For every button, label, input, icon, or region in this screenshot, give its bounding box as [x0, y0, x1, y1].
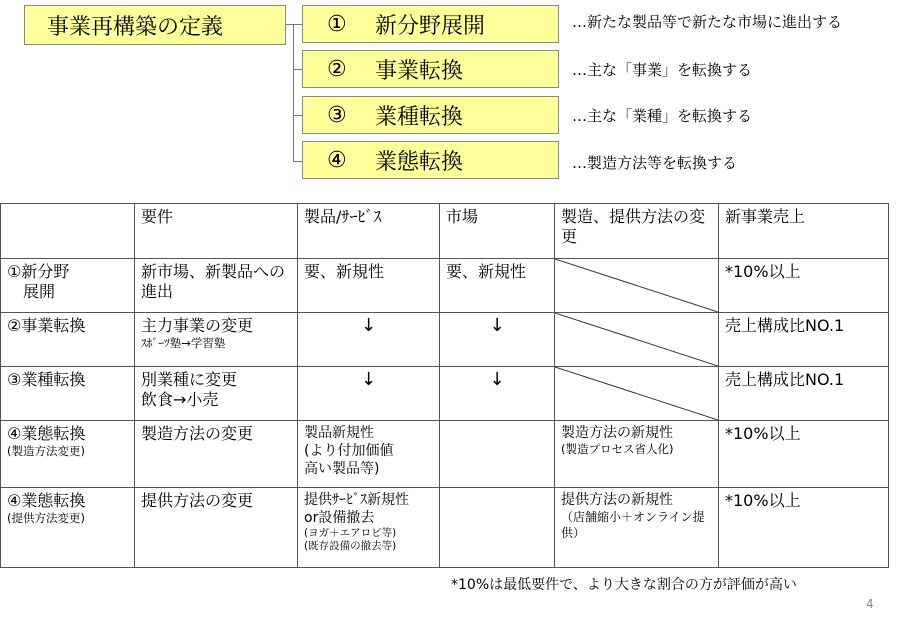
- connector-vertical: [293, 24, 294, 161]
- row-name: ①新分野: [7, 262, 70, 281]
- category-desc-4: …製造方法等を転換する: [572, 154, 738, 172]
- market-cell: [440, 421, 555, 488]
- product-cell: [298, 313, 440, 367]
- method-main: 提供方法の新規性: [561, 492, 673, 508]
- category-number: ②: [327, 56, 347, 82]
- product-cell: [298, 367, 440, 421]
- table-row: [1, 313, 889, 367]
- method-main: 製造方法の新規性: [561, 425, 673, 441]
- category-label: 業態転換: [375, 149, 464, 175]
- market-cell: 要、新規性: [440, 259, 555, 313]
- row-name-cell: [1, 488, 135, 568]
- row-name: ④業態転換: [7, 424, 86, 443]
- connector-branch-2: [293, 69, 302, 70]
- method-cell: [555, 488, 719, 568]
- row-name: ②事業転換: [7, 316, 86, 335]
- sales-cell: *10%以上: [719, 421, 889, 488]
- requirement-sub: ｽﾎﾟｰﾂ塾→学習塾: [141, 336, 226, 350]
- row-name: ③業種転換: [7, 370, 86, 389]
- table-row: [1, 488, 889, 568]
- sales-cell: 売上構成比NO.1: [719, 367, 889, 421]
- connector-branch-3: [293, 115, 302, 116]
- header-cell: 要件: [135, 204, 298, 259]
- row-name-cell: [1, 367, 135, 421]
- sales-cell: *10%以上: [719, 488, 889, 568]
- diagonal-line: [555, 259, 718, 312]
- connector-horizontal-main: [286, 24, 302, 25]
- main-title-box: [24, 5, 286, 45]
- category-desc-1: …新たな製品等で新たな市場に進出する: [572, 13, 843, 31]
- row-name-cell: [1, 421, 135, 488]
- table-row: [1, 259, 889, 313]
- requirement-cell: [135, 313, 298, 367]
- product-main: 提供ｻｰﾋﾞｽ新規性 or設備撤去: [304, 492, 409, 526]
- market-cell: [440, 367, 555, 421]
- category-number: ③: [327, 102, 347, 128]
- requirement-cell: 提供方法の変更: [135, 488, 298, 568]
- product-cell: 要、新規性: [298, 259, 440, 313]
- method-cell-diagonal: [555, 367, 719, 421]
- footnote: *10%は最低要件で、より大きな割合の方が評価が高い: [451, 577, 797, 593]
- category-box-3: [302, 96, 559, 134]
- category-desc-3: …主な「業種」を転換する: [572, 107, 753, 125]
- page-number: 4: [866, 597, 874, 611]
- connector-branch-4: [293, 161, 302, 162]
- down-arrow-icon: ↓: [360, 315, 377, 336]
- requirement-cell: 新市場、新製品への進出: [135, 259, 298, 313]
- table-header-row: [1, 204, 889, 259]
- requirement-sub: 飲食→小売: [141, 390, 219, 409]
- requirements-table: [0, 203, 889, 568]
- category-desc-2: …主な「事業」を転換する: [572, 61, 753, 79]
- diagonal-line: [555, 367, 718, 420]
- header-cell: 市場: [440, 204, 555, 259]
- row-name: ④業態転換: [7, 491, 86, 510]
- requirement-cell: [135, 367, 298, 421]
- down-arrow-icon: ↓: [489, 315, 505, 336]
- category-label: 事業転換: [375, 58, 464, 84]
- sales-cell: 売上構成比NO.1: [719, 313, 889, 367]
- sales-cell: *10%以上: [719, 259, 889, 313]
- product-cell: 製品新規性 (より付加価値 高い製品等): [298, 421, 440, 488]
- down-arrow-icon: ↓: [360, 369, 377, 390]
- market-cell: [440, 313, 555, 367]
- requirement-main: 主力事業の変更: [141, 316, 254, 335]
- category-box-1: [302, 5, 559, 43]
- requirement-main: 別業種に変更: [141, 370, 238, 389]
- table-row: [1, 367, 889, 421]
- diagonal-line: [555, 313, 718, 366]
- header-cell: [1, 204, 135, 259]
- category-label: 業種転換: [375, 104, 464, 130]
- row-name-cell: [1, 259, 135, 313]
- category-label: 新分野展開: [375, 13, 486, 39]
- row-name-sub: (製造方法変更): [7, 444, 85, 458]
- requirement-cell: 製造方法の変更: [135, 421, 298, 488]
- method-cell-diagonal: [555, 259, 719, 313]
- row-name-cell: [1, 313, 135, 367]
- method-cell: [555, 421, 719, 488]
- product-sub: (ヨガ＋エアロビ等) (既存設備の撤去等): [304, 527, 397, 552]
- header-cell: 製品/ｻｰﾋﾞｽ: [298, 204, 440, 259]
- category-number: ④: [327, 147, 347, 173]
- method-sub: （店舗縮小＋オンライン提供）: [561, 510, 705, 540]
- product-cell: [298, 488, 440, 568]
- table-row: [1, 421, 889, 488]
- row-name-sub: (提供方法変更): [7, 511, 85, 525]
- category-box-4: [302, 141, 559, 179]
- method-sub: (製造プロセス省人化): [561, 442, 674, 456]
- header-cell: 新事業売上: [719, 204, 889, 259]
- header-cell: 製造、提供方法の変更: [555, 204, 719, 259]
- category-box-2: [302, 50, 559, 88]
- market-cell: [440, 488, 555, 568]
- main-title: 事業再構築の定義: [47, 14, 224, 40]
- down-arrow-icon: ↓: [489, 369, 505, 390]
- category-number: ①: [327, 11, 347, 37]
- row-name-sub: 展開: [23, 282, 56, 301]
- method-cell-diagonal: [555, 313, 719, 367]
